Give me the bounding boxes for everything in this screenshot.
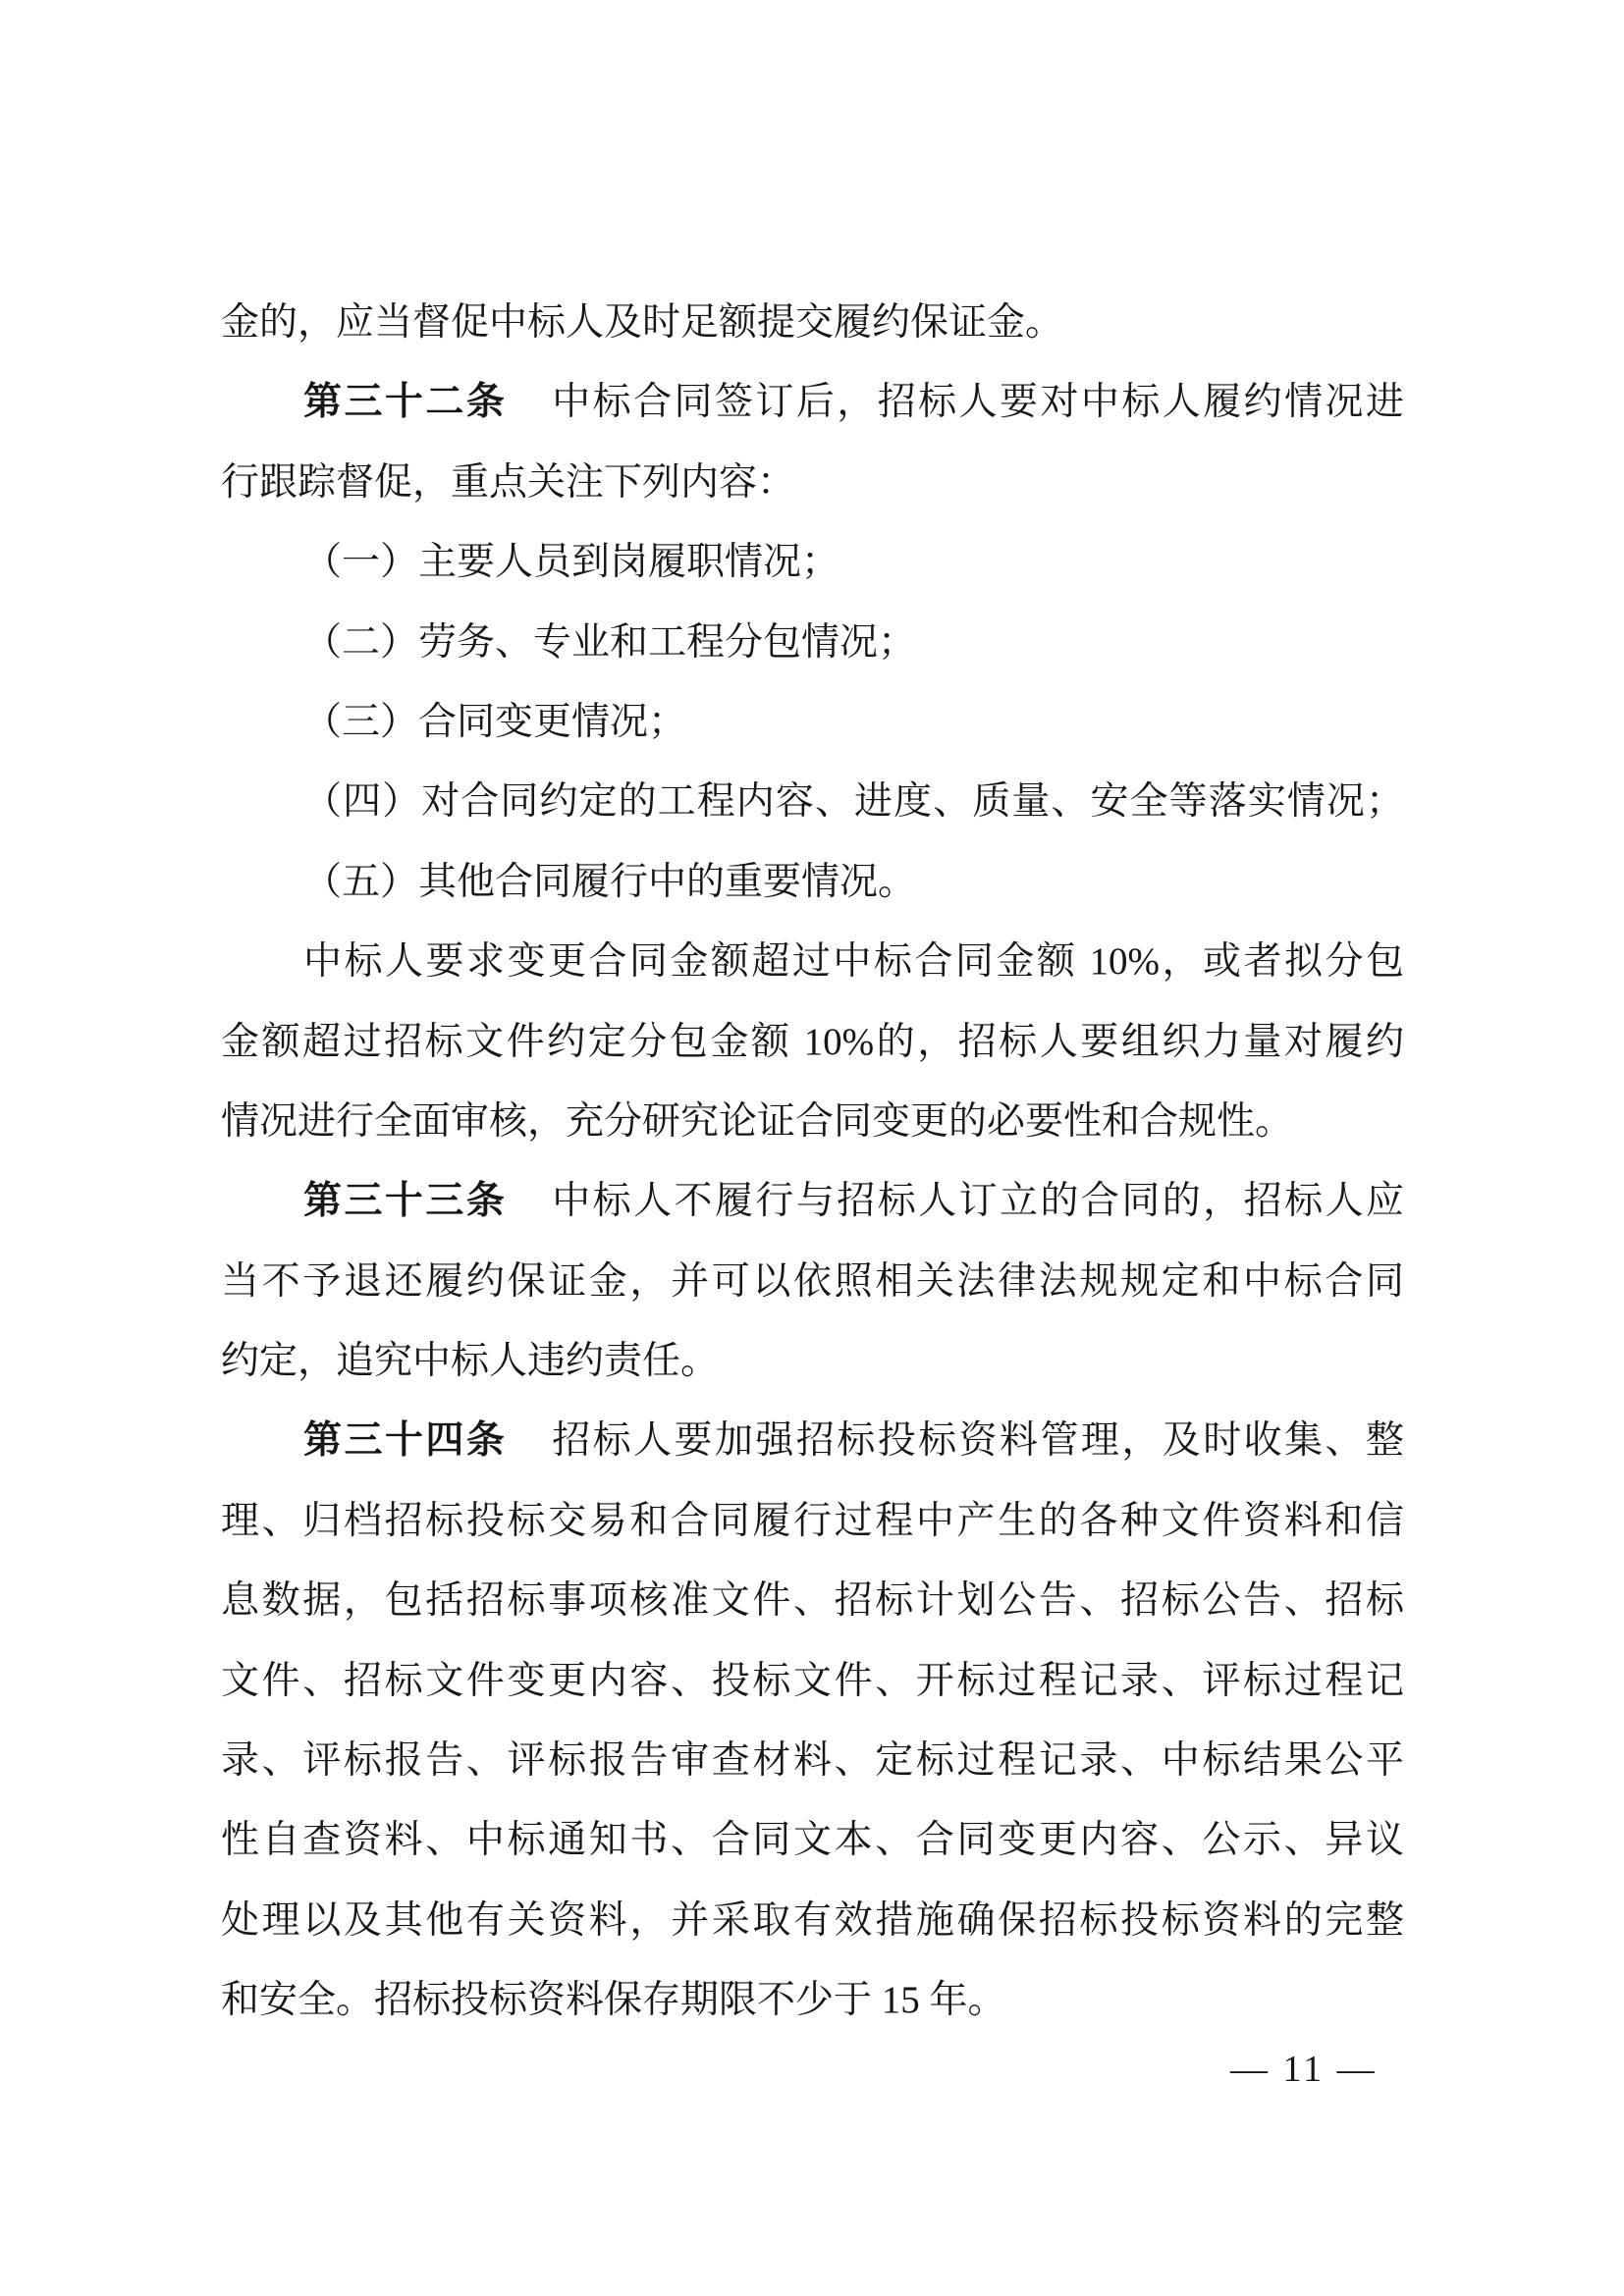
text-line [221, 1721, 1404, 1800]
text-line [221, 443, 1404, 522]
text-line [221, 1321, 1404, 1401]
line-text: 情况进行全面审核，充分研究论证合同变更的必要性和合规性。 [221, 1099, 1294, 1143]
line-text: 行跟踪督促，重点关注下列内容： [221, 460, 796, 504]
article-number: 第三十四条 [303, 1419, 508, 1463]
text-line [221, 283, 1404, 362]
line-text: （四）对合同约定的工程内容、进度、质量、安全等落实情况； [303, 780, 1404, 824]
text-line [221, 1881, 1404, 1960]
text-line [221, 1641, 1404, 1721]
line-text: 约定，追究中标人违约责任。 [221, 1340, 720, 1383]
text-line [221, 1082, 1404, 1161]
line-text: 文件、招标文件变更内容、投标文件、开标过程记录、评标过程记 [221, 1659, 1404, 1702]
line-text: 和安全。招标投标资料保存期限不少于 15 年。 [221, 1979, 1006, 2022]
text-line [221, 1002, 1404, 1082]
article-line [221, 1161, 1404, 1241]
text-line [221, 1561, 1404, 1640]
line-text: （三）合同变更情况； [303, 700, 687, 743]
line-text: （一）主要人员到岗履职情况； [303, 541, 840, 584]
text-line [221, 682, 1404, 762]
line-text: 金额超过招标文件约定分包金额 10%的，招标人要组织力量对履约 [221, 1020, 1404, 1063]
line-text: 理、归档招标投标交易和合同履行过程中产生的各种文件资料和信 [221, 1499, 1404, 1542]
text-line [221, 1960, 1404, 2040]
line-text: （五）其他合同履行中的重要情况。 [303, 860, 917, 903]
text-line [221, 603, 1404, 682]
line-text: 中标人要求变更合同金额超过中标合同金额 10%，或者拟分包 [303, 940, 1404, 984]
text-line [221, 1481, 1404, 1561]
article-line [221, 1401, 1404, 1480]
text-line [221, 1800, 1404, 1880]
line-text: 金的，应当督促中标人及时足额提交履约保证金。 [221, 301, 1064, 344]
line-text: （二）劳务、专业和工程分包情况； [303, 620, 917, 664]
page-number: — 11 — [1230, 2049, 1378, 2090]
line-text: 录、评标报告、评标报告审查材料、定标过程记录、中标结果公平 [221, 1739, 1404, 1783]
line-text: 息数据，包括招标事项核准文件、招标计划公告、招标公告、招标 [221, 1579, 1404, 1623]
text-line [221, 1242, 1404, 1321]
article-number: 第三十三条 [303, 1180, 508, 1223]
line-text: 招标人要加强招标投标资料管理，及时收集、整 [552, 1419, 1404, 1463]
text-line [221, 842, 1404, 922]
text-line [221, 762, 1404, 841]
text-line [221, 922, 1404, 1001]
article-line [221, 362, 1404, 442]
line-text: 当不予退还履约保证金，并可以依照相关法律法规规定和中标合同 [221, 1259, 1404, 1303]
line-text: 中标人不履行与招标人订立的合同的，招标人应 [552, 1180, 1404, 1223]
text-line [221, 522, 1404, 602]
line-text: 性自查资料、中标通知书、合同文本、合同变更内容、公示、异议 [221, 1819, 1404, 1862]
line-text: 中标合同签订后，招标人要对中标人履约情况进 [552, 381, 1404, 424]
line-text: 处理以及其他有关资料，并采取有效措施确保招标投标资料的完整 [221, 1898, 1404, 1942]
article-number: 第三十二条 [303, 381, 508, 424]
text-block [221, 283, 1404, 2041]
